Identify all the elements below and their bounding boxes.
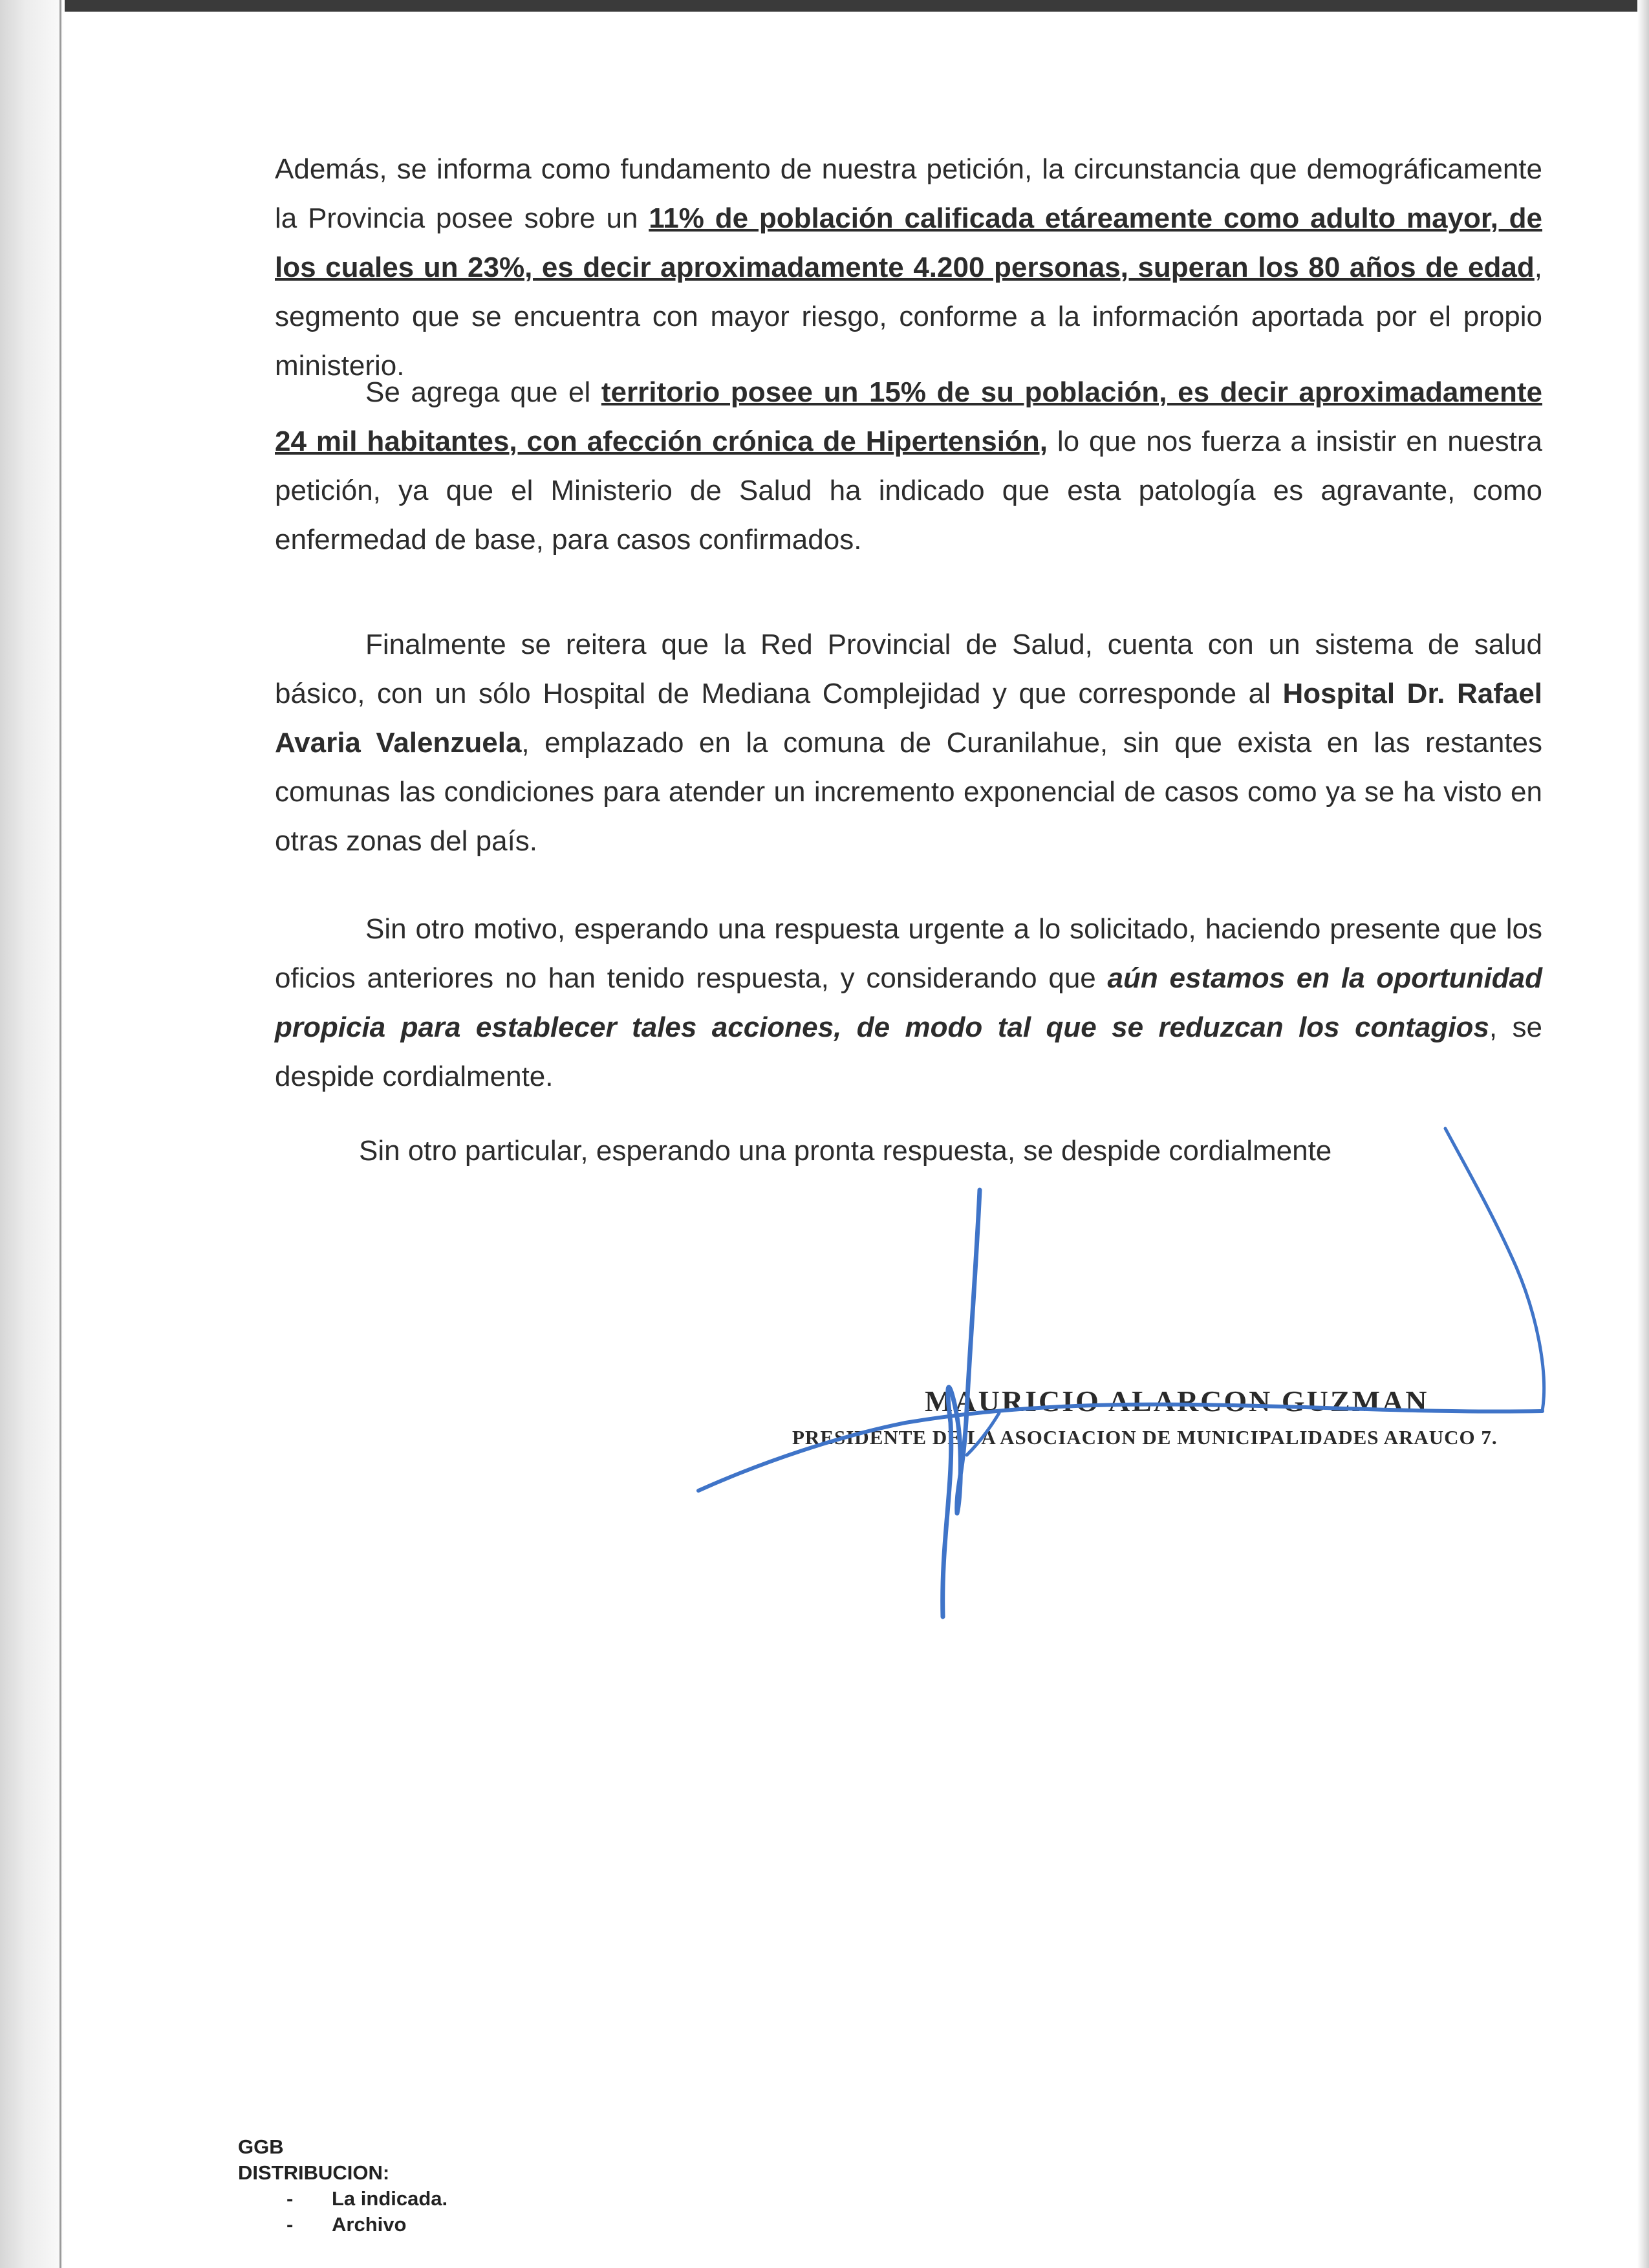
highlighted-text: territorio posee un 15% de su población, es decir aproximadamente 24 mil habitantes, con afección crónica de Hipertensión, [275,376,1542,457]
paragraph-health-network [275,620,1542,866]
emphasis-text: aún estamos en la oportunidad propicia para establecer tales acciones, de modo tal que se reduzcan los contagios [275,962,1542,1043]
paragraph-text: Sin otro motivo, esperando una respuesta urgente a lo solicitado, haciendo presente que los oficios anteriores no han tenido respuesta, y considerando que [275,913,1542,994]
scan-left-edge [59,0,61,2268]
paragraph-text: Finalmente se reitera que la Red Provincial de Salud, cuenta con un sistema de salud básico, con un sólo Hospital de Mediana Complejidad y que corresponde al [275,629,1542,709]
highlighted-text: 11% de población calificada etáreamente como adulto mayor, de los cuales un 23%, es decir aproximadamente 4.200 personas, superan los 80 años de edad [275,202,1542,283]
hospital-name: Hospital Dr. Rafael Avaria Valenzuela [275,678,1543,759]
paragraph-request [275,905,1542,1101]
signature-stroke [1445,1129,1544,1411]
closing-line: Sin otro particular, esperando una pronta respuesta, se despide cordialmente [359,1135,1332,1167]
paragraph-text: , emplazado en la comuna de Curanilahue, sin que exista en las restantes comunas las condiciones para atender un incremento exponencial de casos como ya se ha visto en otras zonas del país. [275,727,1542,857]
paragraph-text: Además, se informa como fundamento de nuestra petición, la circunstancia que demográficamente la Provincia posee sobre un [275,153,1542,234]
scan-left-shadow [0,0,65,2268]
paragraph-text: Se agrega que el [365,376,601,408]
footer-initials: GGB [238,2135,284,2158]
scan-right-edge [1637,0,1649,2268]
footer-distribution-label: DISTRIBUCION: [238,2161,390,2184]
footer-distribution [238,2134,447,2238]
distribution-item: - Archivo [286,2213,407,2236]
paragraph-text: lo que nos fuerza a insistir en nuestra petición, ya que el Ministerio de Salud ha indicado que esta patología es agravante, como enfermedad de base, para casos confirmados. [275,426,1542,556]
paragraph-hypertension [275,368,1542,565]
paragraph-demographics [275,145,1542,391]
distribution-item: - La indicada. [286,2187,448,2210]
scan-top-edge [0,0,1649,12]
paragraph-text: , se despide cordialmente. [275,1011,1542,1092]
signatory-title: PRESIDENTE DE LA ASOCIACION DE MUNICIPALIDADES ARAUCO 7. [792,1426,1498,1449]
signatory-name: MAURICIO ALARCON GUZMAN [925,1385,1429,1418]
paragraph-text: , segmento que se encuentra con mayor riesgo, conforme a la información aportada por el propio ministerio. [275,252,1542,382]
